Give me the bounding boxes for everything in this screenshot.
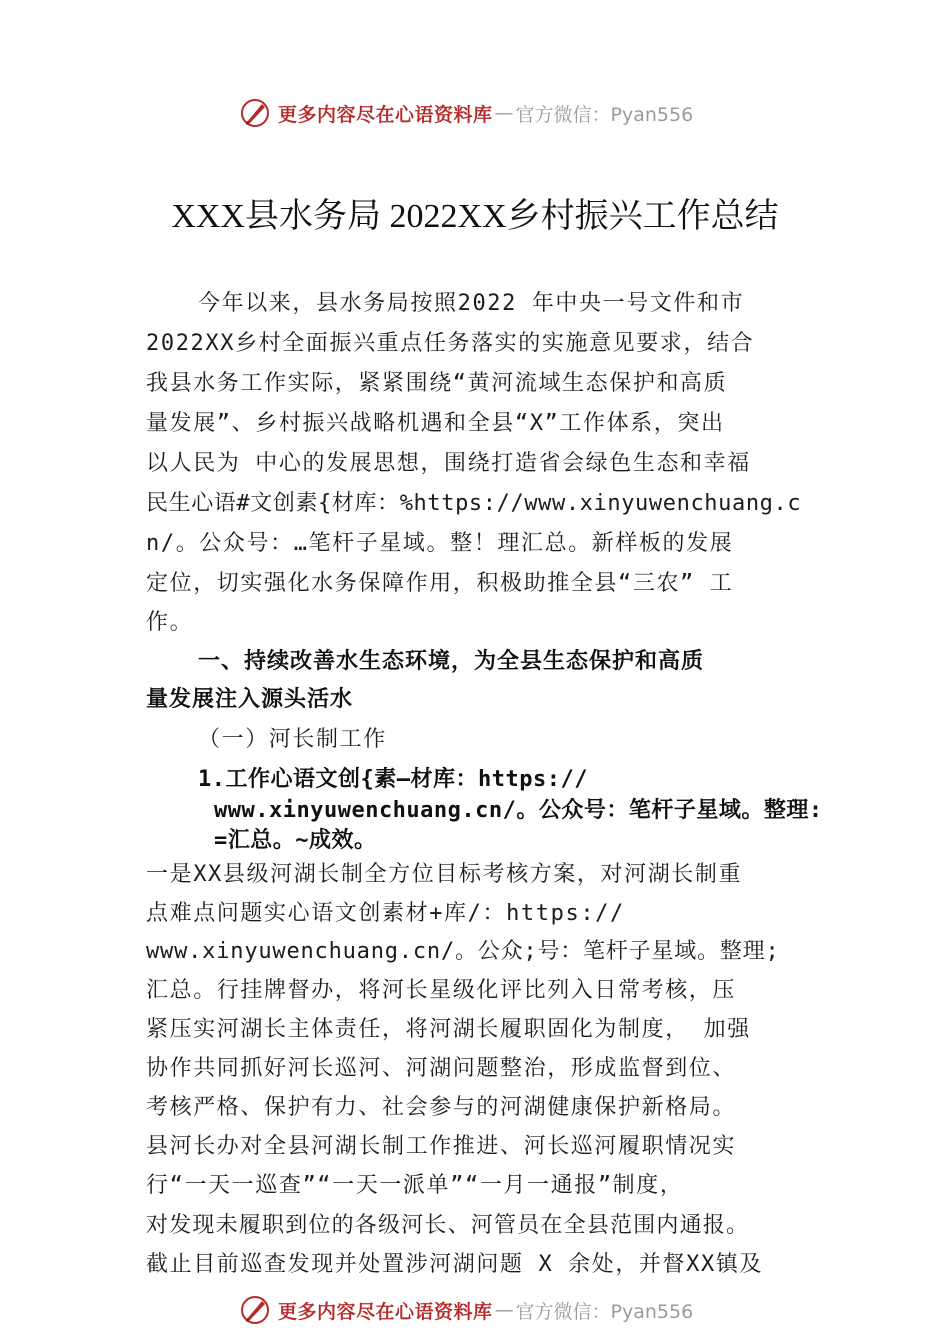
watermark-banner-bottom (0, 1290, 950, 1330)
body-line: 截止目前巡查发现并处置涉河湖问题 X 余处，并督XX镇及 (146, 1252, 764, 1277)
watermark-wechat-text: 官方微信：Pyan556 (515, 1300, 694, 1323)
body-line: 对发现未履职到位的各级河长、河管员在全县范围内通报。 (146, 1213, 750, 1238)
body-line: 以人民为 中心的发展思想，围绕打造省会绿色生态和幸福 (146, 451, 751, 476)
body-line: 定位，切实强化水务保障作用，积极助推全县“三农” 工 (146, 571, 734, 596)
section-heading: 量发展注入源头活水 (146, 687, 354, 712)
body-line: 行“一天一巡查”“一天一派单”“一月一通报”制度， (146, 1173, 684, 1198)
body-line: 紧压实河湖长主体责任，将河湖长履职固化为制度， 加强 (146, 1017, 751, 1042)
quill-pen-icon (238, 1293, 272, 1327)
body-line: 我县水务工作实际，紧紧围绕“黄河流域生态保护和高质 (146, 371, 728, 396)
item-heading: =汇总。~成效。 (214, 828, 377, 853)
document-title: XXX县水务局 2022XX乡村振兴工作总结 (171, 198, 779, 235)
body-line: 点难点问题实心语文创素材+库/：https:// (146, 901, 625, 926)
body-line: www.xinyuwenchuang.cn/。公众;号：笔杆子星域。整理; (146, 939, 780, 964)
body-line: 量发展”、乡村振兴战略机遇和全县“X”工作体系，突出 (146, 411, 725, 436)
watermark-separator: — (494, 102, 514, 124)
watermark-separator: — (494, 1299, 514, 1321)
body-line: 民生心语#文创素{材库：%https://www.xinyuwenchuang.c (146, 491, 802, 516)
subsection-heading: （一）河长制工作 (198, 727, 387, 752)
body-line: 汇总。行挂牌督办，将河长星级化评比列入日常考核，压 (146, 978, 737, 1003)
body-line: 今年以来，县水务局按照2022 年中央一号文件和市 (198, 291, 745, 316)
body-line: 2022XX乡村全面振兴重点任务落实的实施意见要求，结合 (146, 331, 755, 356)
item-heading: www.xinyuwenchuang.cn/。公众号：笔杆子星域。整理: (214, 798, 823, 823)
watermark-banner-top (0, 93, 950, 133)
section-heading: 一、持续改善水生态环境，为全县生态保护和高质 (198, 649, 705, 674)
body-line: 作。 (146, 610, 194, 635)
quill-pen-icon (238, 96, 272, 130)
body-line: 考核严格、保护有力、社会参与的河湖健康保护新格局。 (146, 1095, 737, 1120)
watermark-library-text: 更多内容尽在心语资料库 (278, 1300, 493, 1323)
body-line: 协作共同抓好河长巡河、河湖问题整治，形成监督到位、 (146, 1056, 737, 1081)
body-line: 一是XX县级河湖长制全方位目标考核方案，对河湖长制重 (146, 862, 743, 887)
item-heading: 1.工作心语文创{素—材库：https:// (198, 767, 588, 792)
watermark-library-text: 更多内容尽在心语资料库 (278, 103, 493, 126)
body-line: n/。公众号：…笔杆子星域。整！理汇总。新样板的发展 (146, 531, 734, 556)
watermark-wechat-text: 官方微信：Pyan556 (515, 103, 694, 126)
body-line: 县河长办对全县河湖长制工作推进、河长巡河履职情况实 (146, 1134, 737, 1159)
